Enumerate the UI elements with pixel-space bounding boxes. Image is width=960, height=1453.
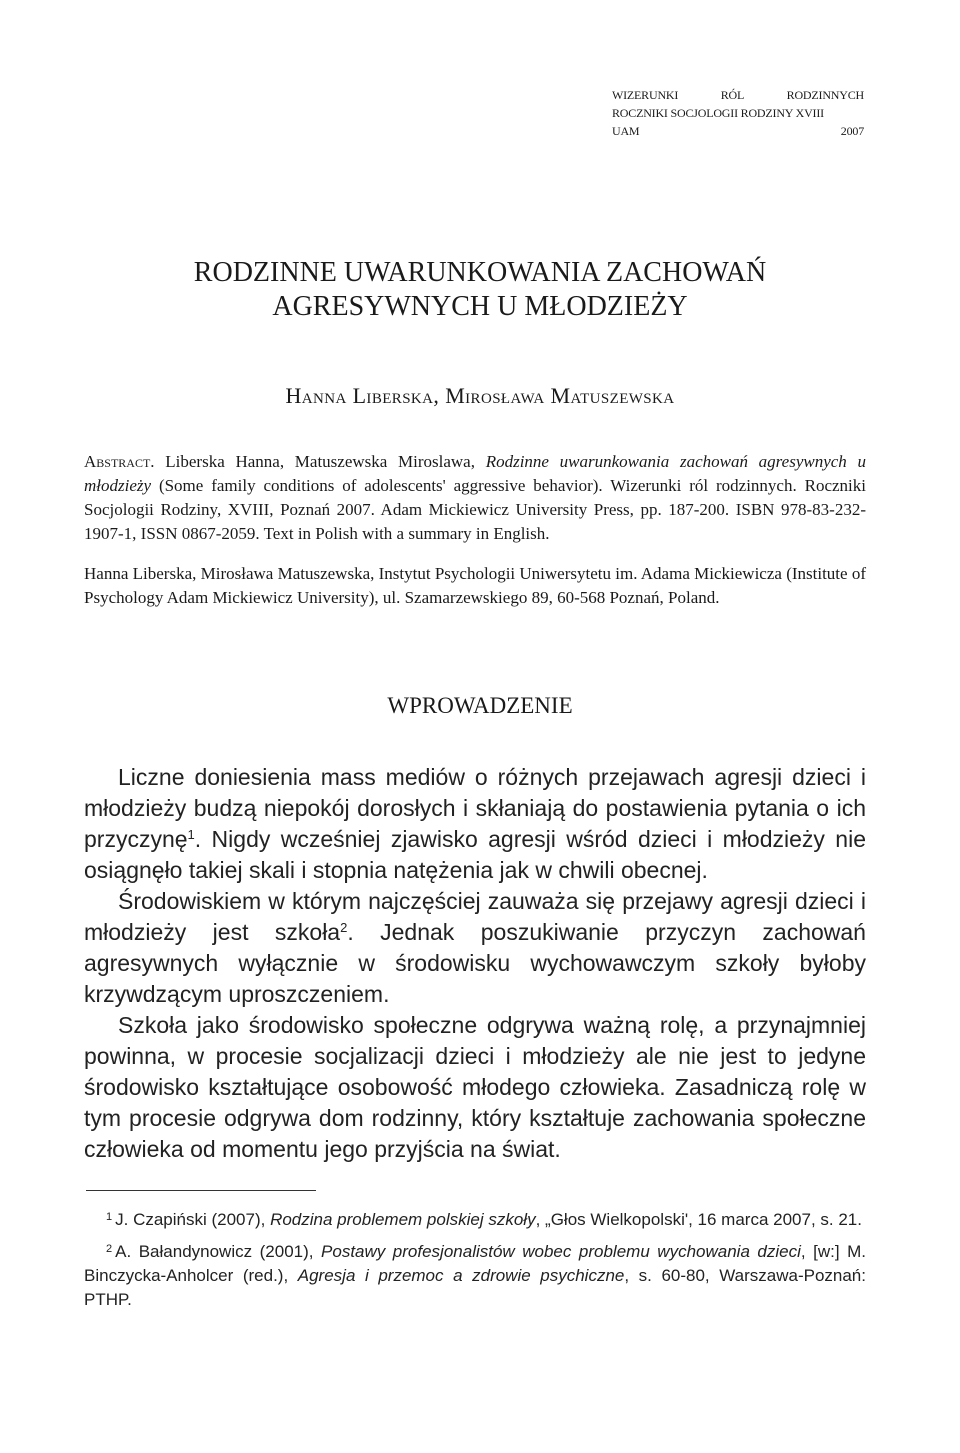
article-title [96,256,864,324]
abstract-text: Liberska Hanna, Matuszewska Miroslawa, [154,452,486,471]
footnote-1 [84,1208,866,1232]
section-heading: WPROWADZENIE [387,693,573,718]
running-head-word: RODZINNYCH [786,88,864,102]
abstract [84,450,866,546]
footnote-number: 1 [106,1211,113,1223]
running-head-word: WIZERUNKI [612,88,679,102]
abstract-label: Abstract. [84,452,155,471]
paragraph-text: . Jednak poszukiwanie przyczyn zachowań agresywnych wyłącznie w środowisku wychowawczym szkoły byłoby krzywdzącym uproszczeniem. [84,919,866,1007]
body-text [84,762,866,1165]
footnote-ref[interactable]: 1 [187,827,195,842]
footnote-title: Postawy profesjonalistów wobec problemu wychowania dzieci [321,1242,801,1261]
abstract-title: Rodzinne uwarunkowania zachowań agresywnych u młodzieży [84,452,867,495]
affiliation: Hanna Liberska, Mirosława Matuszewska, Instytut Psychologii Uniwersytetu im. Adama Mickiewicza (Institute of Psychology Adam Mickiewicz University), ul. Szamarzewskiego 89, 60-568 Poznań, Poland. [84,564,866,607]
paragraph-2 [84,886,866,1010]
footnote-number: 2 [106,1243,113,1255]
footnote-2 [84,1240,866,1312]
abstract-text: (Some family conditions of adolescents' aggressive behavior). Wizerunki ról rodzinnych. Roczniki Socjologii Rodziny, XVIII, Poznań 2007. Adam Mickiewicz University Press, pp. 187-200. ISBN 978-83-232-1907-1, ISSN 0867-2059. Text in Polish with a summary in English. [84,476,866,543]
footnote-ref[interactable]: 2 [340,920,348,935]
running-head-word: RÓL [720,88,745,102]
footnotes [84,1208,866,1320]
paragraph-text: Środowiskiem w którym najczęściej zauważa się przejawy agresji dzieci i młodzieży jest szkoła [84,888,866,945]
running-head-line-1 [612,86,864,104]
paragraph-1 [84,762,866,886]
title-line-2: AGRESYWNYCH U MŁODZIEŻY [272,291,688,322]
footnote-text: , [w:] M. Binczycka-Anholcer (red.), [84,1242,866,1285]
running-head [612,86,864,140]
year: 2007 [840,124,864,138]
paragraph-text: . Nigdy wcześniej zjawisko agresji wśród dzieci i młodzieży nie osiągnęło takiej skali i stopnia natężenia jak w chwili obecnej. [84,826,866,883]
title-line-1: RODZINNE UWARUNKOWANIA ZACHOWAŃ [193,257,767,288]
footnote-text: A. Bałandynowicz (2001), [115,1242,322,1261]
footnote-text: J. Czapiński (2007), [115,1210,271,1229]
publisher: UAM [612,124,640,138]
paragraph-3: Szkoła jako środowisko społeczne odgrywa ważną rolę, a przynajmniej powinna, w procesie socjalizacji dzieci i młodzieży ale nie jest to jedyne środowisko kształtujące osobowość młodego człowieka. Zasadniczą rolę w tym procesie odgrywa dom rodzinny, który kształtuje zachowania społeczne człowieka od momentu jego przyjścia na świat. [84,1012,866,1162]
footnote-text: , „Głos Wielkopolski', 16 marca 2007, s. 21. [535,1210,862,1229]
footnote-text: , s. 60-80, Warszawa-Poznań: PTHP. [84,1266,866,1309]
running-head-line-2: ROCZNIKI SOCJOLOGII RODZINY XVIII [612,106,824,120]
running-head-line-3 [612,122,864,140]
paragraph-text: Liczne doniesienia mass mediów o różnych przejawach agresji dzieci i młodzieży budzą niepokój dorosłych i skłaniają do postawienia pytania o ich przyczynę [84,764,866,852]
footnote-divider [86,1190,316,1191]
authors: Hanna Liberska, Mirosława Matuszewska [285,383,675,408]
footnote-title: Agresja i przemoc a zdrowie psychiczne [297,1266,625,1285]
footnote-title: Rodzina problemem polskiej szkoły [270,1210,536,1229]
